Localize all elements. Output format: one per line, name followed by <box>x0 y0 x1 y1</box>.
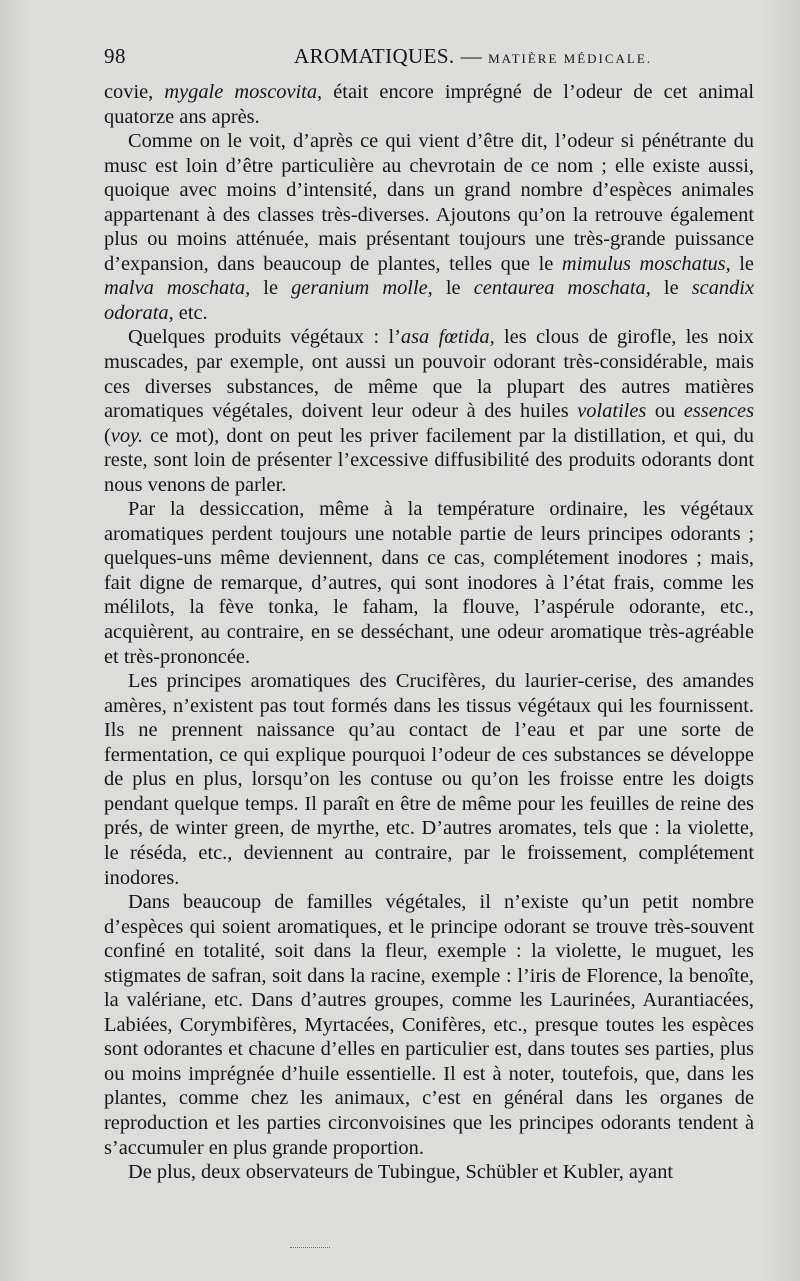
body-text <box>104 80 754 1185</box>
paragraph <box>104 669 754 890</box>
text-run: , les clous de girofle, les noix muscades, par exemple, ont aussi un pouvoir odorant très-considérable, mais ces diverses substances, de même que la plupart des autres matières aromatiques végétales, doivent leur odeur à des huiles <box>104 326 754 423</box>
title-separator: — <box>460 44 483 68</box>
text-run: Par la dessiccation, même à la température ordinaire, les végétaux aromatiques perdent toujours une notable partie de leurs principes odorants ; quelques-uns même deviennent, dans ce cas, complétement inodores ; mais, fait digne de remarque, d’autres, qui sont inodores à l’état frais, comme les mélilots, la fève tonka, le faham, la flouve, l’aspérule odorante, etc., acquièrent, au contraire, en se desséchant, une odeur aromatique très-agréable et très-prononcée. <box>104 498 754 668</box>
text-run: Comme on le voit, d’après ce qui vient d’être dit, l’odeur si pénétrante du musc est loin d’être particulière au chevrotain de ce nom ; elle existe aussi, quoique avec moins d’intensité, dans un grand nombre d’espèces animales appartenant à des classes très-diverses. Ajoutons qu’on la retrouve également plus ou moins atténuée, mais présentant toujours une très-grande puissance d’expansion, dans beaucoup de plantes, telles que le <box>104 130 754 275</box>
text-run: , le <box>645 277 692 300</box>
paragraph <box>104 497 754 669</box>
text-run: Les principes aromatiques des Crucifères, du laurier-cerise, des amandes amères, n’existent pas tout formés dans les tissus végétaux qui les fournissent. Ils ne prennent naissance qu’au contact de l’eau et par une sorte de fermentation, ce qui explique pourquoi l’odeur de ces substances se développe de plus en plus, lorsqu’on les contuse ou qu’on les froisse entre les doigts pendant quelque temps. Il paraît en être de même pour les feuilles de reine des prés, de winter green, de myrthe, etc. D’autres aromates, tels que : la violette, le réséda, etc., deviennent au contraire, par le froissement, complétement inodores. <box>104 670 754 889</box>
text-run: Quelques produits végétaux : l’ <box>128 326 401 349</box>
running-title <box>294 44 652 69</box>
text-run: , le <box>427 277 474 300</box>
italic-term: mimulus moschatus <box>561 252 726 275</box>
section-subtitle: MATIÈRE MÉDICALE. <box>488 51 653 66</box>
paragraph <box>104 325 754 497</box>
text-run: Dans beaucoup de familles végétales, il n’existe qu’un petit nombre d’espèces qui soient aromatiques, et le principe odorant se trouve très-souvent confiné en totalité, soit dans la fleur, exemple : la violette, le muguet, les stigmates de safran, soit dans la racine, exemple : l’iris de Florence, la benoîte, la valériane, etc. Dans d’autres groupes, comme les Laurinées, Aurantiacées, Labiées, Corymbifères, Myrtacées, Conifères, etc., presque toutes les espèces sont odorantes et chacune d’elles en particulier est, dans toutes ses parties, plus ou moins imprégnée d’huile essentielle. Il est à noter, toutefois, que, dans les plantes, comme chez les animaux, c’est en général dans les organes de reproduction et les parties circonvoisines que les principes odorants tendent à s’accumuler en plus grande proportion. <box>104 891 754 1159</box>
text-run: , le <box>725 252 754 275</box>
italic-term: geranium molle <box>291 277 428 300</box>
text-run: , le <box>245 277 292 300</box>
italic-term: essences <box>683 400 754 423</box>
italic-term: malva moschata <box>104 277 246 300</box>
paragraph <box>104 1160 754 1185</box>
italic-term: voy. <box>110 424 144 447</box>
print-speck <box>290 1247 330 1254</box>
italic-term: volatiles <box>577 400 647 423</box>
text-run: , était encore imprégné de l’odeur de cet animal quatorze ans après. <box>104 81 754 128</box>
text-run: ce mot), dont on peut les priver facilement par la distillation, et qui, du reste, sont loin de présenter l’excessive diffusibilité des produits odorants dont nous venons de parler. <box>104 424 754 496</box>
paragraph <box>104 80 754 129</box>
running-header <box>104 44 764 74</box>
italic-term: centaurea moschata <box>473 277 646 300</box>
section-title: AROMATIQUES. <box>294 44 455 68</box>
text-run: covie, <box>104 81 165 103</box>
italic-term: scandix odorata <box>104 277 755 324</box>
text-run: ( <box>104 424 111 447</box>
paragraph <box>104 890 754 1160</box>
italic-term: mygale moscovita <box>164 81 318 103</box>
paragraph <box>104 129 754 325</box>
text-run: , etc. <box>168 301 208 324</box>
page-number: 98 <box>104 44 126 68</box>
text-run: De plus, deux observateurs de Tubingue, Schübler et Kubler, ayant <box>128 1161 674 1184</box>
italic-term: asa fœtida <box>400 326 490 349</box>
text-run: ou <box>646 400 684 423</box>
